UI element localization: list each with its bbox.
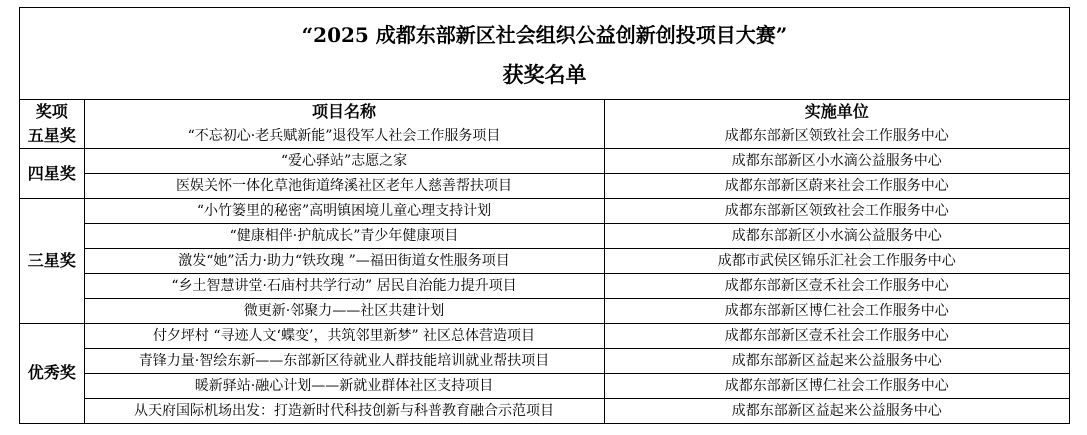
award-level: 四星奖: [20, 149, 84, 199]
implementing-unit: 成都东部新区博仁社会工作服务中心: [604, 374, 1069, 399]
project-name: 医娱关怀一体化草池街道绛溪社区老年人慈善帮扶项目: [84, 174, 604, 199]
project-name: 激发“她”活力·助力“铁玫瑰 ”—福田街道女性服务项目: [84, 249, 604, 274]
table-row: [20, 324, 1069, 349]
award-level: 五星奖: [20, 124, 84, 149]
table-row: [20, 399, 1069, 424]
award-level: 三星奖: [20, 199, 84, 324]
header-award: 奖项: [20, 100, 84, 124]
document-subtitle: 获奖名单: [502, 62, 587, 87]
award-table-body: [20, 124, 1069, 423]
table-row: [20, 224, 1069, 249]
document-title: “2025 成都东部新区社会组织公益创新创投项目大赛”: [301, 23, 788, 47]
table-row: [20, 124, 1069, 149]
implementing-unit: 成都东部新区博仁社会工作服务中心: [604, 299, 1069, 324]
implementing-unit: 成都东部新区小水滴公益服务中心: [604, 224, 1069, 249]
project-name: 暖新驿站·融心计划——新就业群体社区支持项目: [84, 374, 604, 399]
project-name: “小竹篓里的秘密”高明镇困境儿童心理支持计划: [84, 199, 604, 224]
implementing-unit: 成都东部新区领致社会工作服务中心: [604, 124, 1069, 149]
title-block: [20, 8, 1069, 100]
table-row: [20, 374, 1069, 399]
implementing-unit: 成都东部新区壹禾社会工作服务中心: [604, 274, 1069, 299]
implementing-unit: 成都东部新区益起来公益服务中心: [604, 349, 1069, 374]
award-list-document: [19, 7, 1070, 424]
table-row: [20, 174, 1069, 199]
award-level: 优秀奖: [20, 324, 84, 424]
award-table: [20, 100, 1069, 424]
header-row: [20, 100, 1069, 124]
implementing-unit: 成都东部新区小水滴公益服务中心: [604, 149, 1069, 174]
header-project: 项目名称: [84, 100, 604, 124]
project-name: “乡土智慧讲堂·石庙村共学行动” 居民自治能力提升项目: [84, 274, 604, 299]
implementing-unit: 成都东部新区壹禾社会工作服务中心: [604, 324, 1069, 349]
project-name: “健康相伴·护航成长”青少年健康项目: [84, 224, 604, 249]
project-name: 付夕坪村 “寻迹人文‘蝶变’，共筑邻里新梦” 社区总体营造项目: [84, 324, 604, 349]
implementing-unit: 成都东部新区蔚来社会工作服务中心: [604, 174, 1069, 199]
table-row: [20, 149, 1069, 174]
project-name: “不忘初心·老兵赋新能”退役军人社会工作服务项目: [84, 124, 604, 149]
project-name: 青锋力量·智绘东新——东部新区待就业人群技能培训就业帮扶项目: [84, 349, 604, 374]
table-row: [20, 249, 1069, 274]
header-unit: 实施单位: [604, 100, 1069, 124]
table-row: [20, 274, 1069, 299]
table-row: [20, 349, 1069, 374]
project-name: 微更新·邻聚力——社区共建计划: [84, 299, 604, 324]
project-name: 从天府国际机场出发：打造新时代科技创新与科普教育融合示范项目: [84, 399, 604, 424]
implementing-unit: 成都市武侯区锦乐汇社会工作服务中心: [604, 249, 1069, 274]
implementing-unit: 成都东部新区领致社会工作服务中心: [604, 199, 1069, 224]
implementing-unit: 成都东部新区益起来公益服务中心: [604, 399, 1069, 424]
table-row: [20, 199, 1069, 224]
table-row: [20, 299, 1069, 324]
project-name: “爱心驿站”志愿之家: [84, 149, 604, 174]
